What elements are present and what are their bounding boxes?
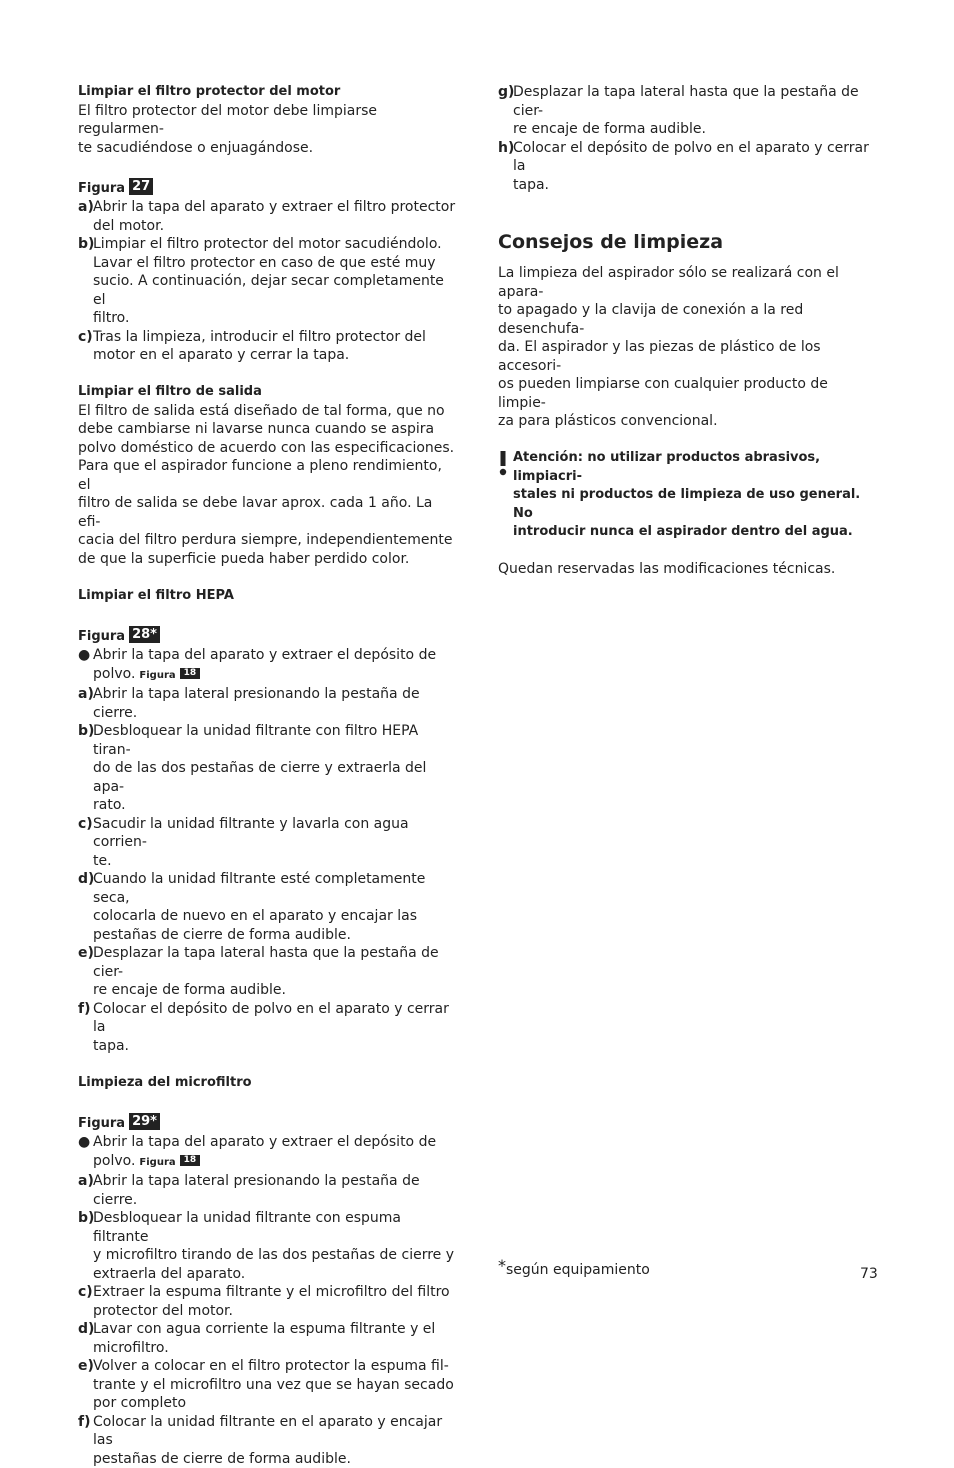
text-line: por completo bbox=[93, 1394, 458, 1413]
step-b bbox=[78, 1209, 458, 1283]
text-line: El filtro de salida está diseñado de tal forma, que no bbox=[78, 402, 458, 421]
right-column bbox=[498, 83, 878, 579]
step-g bbox=[498, 83, 878, 139]
text-line: stales ni productos de limpieza de uso general. No bbox=[513, 486, 878, 523]
step-marker: c) bbox=[78, 1283, 93, 1302]
step-marker: a) bbox=[78, 198, 94, 217]
section-heading-motor-filter: Limpiar el filtro protector del motor bbox=[78, 83, 458, 102]
text-line: Abrir la tapa del aparato y extraer el depósito de bbox=[93, 1133, 458, 1152]
bullet-item bbox=[78, 1133, 458, 1172]
text-line: protector del motor. bbox=[93, 1302, 458, 1321]
text-line: del motor. bbox=[93, 217, 458, 236]
figure-number-badge: 28* bbox=[129, 626, 160, 643]
text-line: Desplazar la tapa lateral hasta que la pestaña de cier- bbox=[513, 83, 878, 120]
text-line: filtro de salida se debe lavar aprox. cada 1 año. La efi- bbox=[78, 494, 458, 531]
text-line: Desbloquear la unidad filtrante con filtro HEPA tiran- bbox=[93, 722, 458, 759]
step-e bbox=[78, 1357, 458, 1413]
text-line: Desbloquear la unidad filtrante con espuma filtrante bbox=[93, 1209, 458, 1246]
cleaning-tips-text bbox=[498, 264, 878, 431]
text-line: Extraer la espuma filtrante y el microfiltro del filtro bbox=[93, 1283, 458, 1302]
text-line: colocarla de nuevo en el aparato y encajar las bbox=[93, 907, 458, 926]
text-line: Abrir la tapa lateral presionando la pestaña de cierre. bbox=[93, 1172, 458, 1209]
text-line: extraerla del aparato. bbox=[93, 1265, 458, 1284]
footnote-text: según equipamiento bbox=[506, 1262, 650, 1278]
text-line: te sacudiéndose o enjuagándose. bbox=[78, 139, 458, 158]
step-marker: a) bbox=[78, 685, 94, 704]
figure-label: Figura bbox=[78, 629, 125, 644]
figure-number-badge: 18 bbox=[180, 668, 201, 679]
outlet-filter-text bbox=[78, 402, 458, 569]
text-line: za para plásticos convencional. bbox=[498, 412, 878, 431]
section-heading-hepa: Limpiar el filtro HEPA bbox=[78, 587, 458, 606]
figure-reference bbox=[78, 1113, 458, 1134]
step-marker: b) bbox=[78, 1209, 94, 1228]
figure-label: Figura bbox=[139, 1157, 175, 1168]
step-marker: f) bbox=[78, 1000, 91, 1019]
step-marker: c) bbox=[78, 328, 93, 347]
step-a bbox=[78, 198, 458, 235]
step-c bbox=[78, 815, 458, 871]
figure-number-badge: 29* bbox=[129, 1113, 160, 1130]
motor-filter-text bbox=[78, 102, 458, 158]
figure-label: Figura bbox=[78, 1116, 125, 1131]
step-b bbox=[78, 722, 458, 815]
step-d bbox=[78, 870, 458, 944]
text-line: Lavar el filtro protector en caso de que esté muy bbox=[93, 254, 458, 273]
text-line: Colocar el depósito de polvo en el aparato y cerrar la bbox=[93, 1000, 458, 1037]
text-line: debe cambiarse ni lavarse nunca cuando se aspira bbox=[78, 420, 458, 439]
text-line: filtro. bbox=[93, 309, 458, 328]
step-marker: e) bbox=[78, 1357, 94, 1376]
step-marker: g) bbox=[498, 83, 514, 102]
footnote-star: * bbox=[498, 1256, 506, 1275]
section-heading-outlet-filter: Limpiar el filtro de salida bbox=[78, 383, 458, 402]
warning-note bbox=[498, 449, 878, 542]
text-line: La limpieza del aspirador sólo se realizará con el apara- bbox=[498, 264, 878, 301]
step-h bbox=[498, 139, 878, 195]
text-line: Desplazar la tapa lateral hasta que la pestaña de cier- bbox=[93, 944, 458, 981]
left-column bbox=[78, 83, 458, 1468]
text-line: do de las dos pestañas de cierre y extraerla del apa- bbox=[93, 759, 458, 796]
text-line: Abrir la tapa lateral presionando la pestaña de cierre. bbox=[93, 685, 458, 722]
text-line: te. bbox=[93, 852, 458, 871]
step-c bbox=[78, 1283, 458, 1320]
text-line: tapa. bbox=[93, 1037, 458, 1056]
text-line: Sacudir la unidad filtrante y lavarla con agua corrien- bbox=[93, 815, 458, 852]
text-line: pestañas de cierre de forma audible. bbox=[93, 926, 458, 945]
text-line: de que la superficie pueda haber perdido color. bbox=[78, 550, 458, 569]
figure-number-badge: 18 bbox=[180, 1155, 201, 1166]
text-line: Atención: no utilizar productos abrasivos, limpiacri- bbox=[513, 449, 878, 486]
figure-reference bbox=[78, 178, 458, 199]
bullet-icon: ● bbox=[78, 646, 90, 665]
step-f bbox=[78, 1413, 458, 1468]
text-line: Para que el aspirador funcione a pleno rendimiento, el bbox=[78, 457, 458, 494]
page-number: 73 bbox=[860, 1266, 878, 1282]
step-marker: h) bbox=[498, 139, 514, 158]
figure-reference bbox=[78, 626, 458, 647]
step-marker: f) bbox=[78, 1413, 91, 1432]
text-line: rato. bbox=[93, 796, 458, 815]
step-b bbox=[78, 235, 458, 328]
bullet-item bbox=[78, 646, 458, 685]
warning-exclamation-icon bbox=[498, 449, 508, 484]
step-e bbox=[78, 944, 458, 1000]
text-line: microfiltro. bbox=[93, 1339, 458, 1358]
text-line: motor en el aparato y cerrar la tapa. bbox=[93, 346, 458, 365]
step-marker: c) bbox=[78, 815, 93, 834]
text-line: tapa. bbox=[513, 176, 878, 195]
text-line: sucio. A continuación, dejar secar completamente el bbox=[93, 272, 458, 309]
text-line: re encaje de forma audible. bbox=[513, 120, 878, 139]
text-line: os pueden limpiarse con cualquier producto de limpie- bbox=[498, 375, 878, 412]
section-heading-microfilter: Limpieza del microfiltro bbox=[78, 1074, 458, 1093]
text-line: El filtro protector del motor debe limpiarse regularmen- bbox=[78, 102, 458, 139]
text-line: Colocar la unidad filtrante en el aparato y encajar las bbox=[93, 1413, 458, 1450]
text-line: trante y el microfiltro una vez que se hayan secado bbox=[93, 1376, 458, 1395]
text-line: Tras la limpieza, introducir el filtro protector del bbox=[93, 328, 458, 347]
text-line: polvo. bbox=[93, 1153, 135, 1169]
step-c bbox=[78, 328, 458, 365]
text-line: Abrir la tapa del aparato y extraer el filtro protector bbox=[93, 198, 458, 217]
text-line: da. El aspirador y las piezas de plástico de los accesori- bbox=[498, 338, 878, 375]
step-a bbox=[78, 1172, 458, 1209]
technical-changes-note: Quedan reservadas las modificaciones técnicas. bbox=[498, 560, 878, 579]
text-line: Volver a colocar en el filtro protector la espuma fil- bbox=[93, 1357, 458, 1376]
text-line: pestañas de cierre de forma audible. bbox=[93, 1450, 458, 1468]
text-line: cacia del filtro perdura siempre, independientemente bbox=[78, 531, 458, 550]
figure-label: Figura bbox=[139, 670, 175, 681]
step-marker: a) bbox=[78, 1172, 94, 1191]
text-line: introducir nunca el aspirador dentro del agua. bbox=[513, 523, 878, 542]
step-marker: b) bbox=[78, 722, 94, 741]
step-marker: d) bbox=[78, 1320, 94, 1339]
figure-number-badge: 27 bbox=[129, 178, 153, 195]
text-line: polvo doméstico de acuerdo con las especificaciones. bbox=[78, 439, 458, 458]
text-line: re encaje de forma audible. bbox=[93, 981, 458, 1000]
text-line: Lavar con agua corriente la espuma filtrante y el bbox=[93, 1320, 458, 1339]
text-line: Colocar el depósito de polvo en el aparato y cerrar la bbox=[513, 139, 878, 176]
footnote bbox=[498, 1256, 650, 1278]
text-line: Limpiar el filtro protector del motor sacudiéndolo. bbox=[93, 235, 458, 254]
text-line: Cuando la unidad filtrante esté completamente seca, bbox=[93, 870, 458, 907]
section-title-cleaning-tips: Consejos de limpieza bbox=[498, 230, 878, 254]
step-marker: d) bbox=[78, 870, 94, 889]
text-line: to apagado y la clavija de conexión a la red desenchufa- bbox=[498, 301, 878, 338]
step-marker: b) bbox=[78, 235, 94, 254]
bullet-icon: ● bbox=[78, 1133, 90, 1152]
step-a bbox=[78, 685, 458, 722]
text-line: y microfiltro tirando de las dos pestañas de cierre y bbox=[93, 1246, 458, 1265]
step-marker: e) bbox=[78, 944, 94, 963]
step-f bbox=[78, 1000, 458, 1056]
text-line: Abrir la tapa del aparato y extraer el depósito de bbox=[93, 646, 458, 665]
text-line: polvo. bbox=[93, 666, 135, 682]
figure-label: Figura bbox=[78, 181, 125, 196]
step-d bbox=[78, 1320, 458, 1357]
